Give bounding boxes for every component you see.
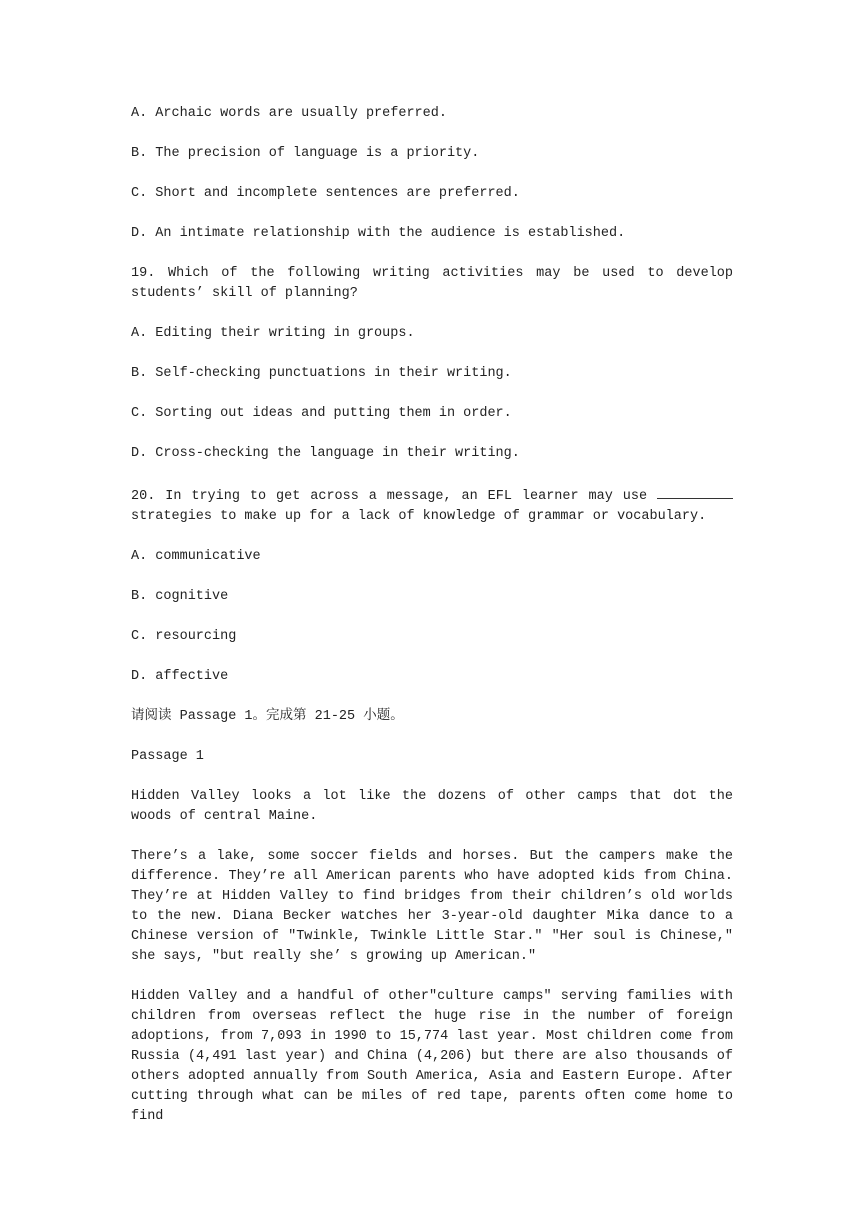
q20-stem-after: strategies to make up for a lack of knowledge of grammar or vocabulary.: [131, 489, 742, 524]
q18-option-d: D. An intimate relationship with the audience is established.: [131, 226, 626, 241]
q20-stem-before: 20. In trying to get across a message, an EFL learner may use: [131, 489, 657, 504]
q19-stem: 19. Which of the following writing activities may be used to develop students’ skill of planning?: [131, 266, 742, 301]
answer-blank: [657, 484, 733, 499]
document-page: [131, 104, 742, 1147]
q18-option-b: B. The precision of language is a priority.: [131, 146, 480, 161]
q19-option-c: C. Sorting out ideas and putting them in order.: [131, 406, 512, 421]
passage-paragraph-3: Hidden Valley and a handful of other"culture camps" serving families with children from overseas reflect the huge rise in the number of foreign adoptions, from 7,093 in 1990 to 15,774 last year. Most children come from Russia (4,491 last year) and China (4,206) but there are also thousands of others adopted annually from South America, Asia and Eastern Europe. After cutting through what can be miles of red tape, parents often come home to find: [131, 989, 742, 1124]
q20-option-d: D. affective: [131, 669, 229, 684]
q18-option-c: C. Short and incomplete sentences are preferred.: [131, 186, 520, 201]
reading-instruction: 请阅读 Passage 1。完成第 21-25 小题。: [131, 709, 404, 724]
passage-paragraph-1: Hidden Valley looks a lot like the dozens of other camps that dot the woods of central Maine.: [131, 789, 742, 824]
q20-stem: [131, 484, 742, 527]
passage-title: Passage 1: [131, 749, 204, 764]
q19-option-a: A. Editing their writing in groups.: [131, 326, 415, 341]
q20-option-b: B. cognitive: [131, 589, 229, 604]
q20-option-a: A. communicative: [131, 549, 261, 564]
q20-option-c: C. resourcing: [131, 629, 237, 644]
passage-paragraph-2: There’s a lake, some soccer fields and horses. But the campers make the difference. They’re all American parents who have adopted kids from China. They’re at Hidden Valley to find bridges from their children’s old worlds to the new. Diana Becker watches her 3-year-old daughter Mika dance to a Chinese version of "Twinkle, Twinkle Little Star." "Her soul is Chinese," she says, "but really she’ s growing up American.": [131, 849, 742, 964]
q18-option-a: A. Archaic words are usually preferred.: [131, 106, 447, 121]
q19-option-d: D. Cross-checking the language in their writing.: [131, 446, 520, 461]
q19-option-b: B. Self-checking punctuations in their writing.: [131, 366, 512, 381]
